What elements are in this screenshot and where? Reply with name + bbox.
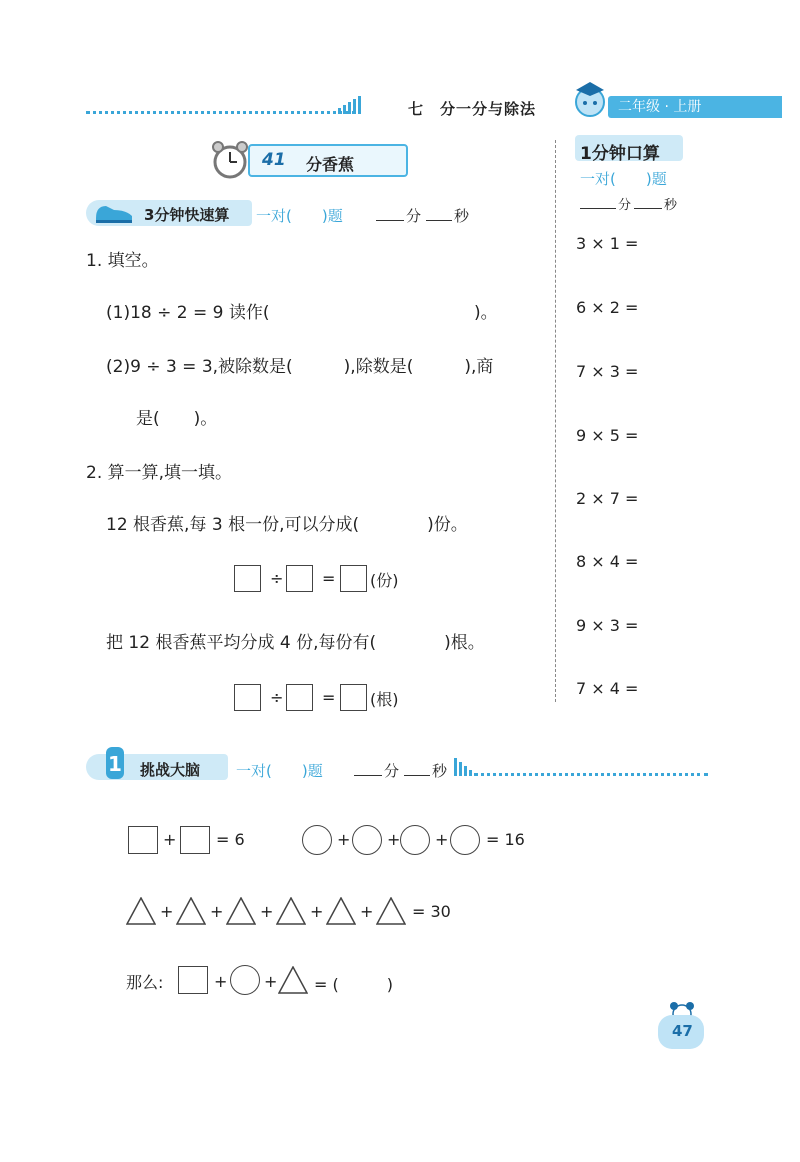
- oral-calc-label: 1分钟口算: [580, 144, 660, 164]
- triangle-shape: [278, 966, 308, 994]
- q2-answer-box[interactable]: [234, 565, 261, 592]
- column-divider: [555, 140, 556, 702]
- square-shape: [180, 826, 210, 854]
- oral-item: 8 × 4 =: [576, 552, 639, 571]
- quick-calc-score: 一对( )题: [256, 207, 343, 225]
- eq2-result: = 16: [486, 830, 525, 849]
- oral-item: 6 × 2 =: [576, 298, 639, 317]
- oral-item: 9 × 5 =: [576, 426, 639, 445]
- eq1-result: = 6: [216, 830, 245, 849]
- q2-answer-box[interactable]: [340, 565, 367, 592]
- number-one-icon: [100, 745, 130, 781]
- challenge-label: 挑战大脑: [140, 761, 201, 779]
- page-number: 47: [672, 1022, 693, 1040]
- q2-unit2: (根): [370, 690, 399, 709]
- challenge-sec-blank[interactable]: [404, 761, 430, 776]
- q1-part1: (1)18 ÷ 2 = 9 读作(: [106, 303, 270, 323]
- circle-shape: [230, 965, 260, 995]
- challenge-min-label: 分: [384, 762, 400, 780]
- quick-calc-sec-blank[interactable]: [426, 206, 452, 221]
- circle-shape: [450, 825, 480, 855]
- quick-calc-label: 3分钟快速算: [144, 206, 230, 224]
- q2-answer-box[interactable]: [286, 684, 313, 711]
- q2-eq-sign: =: [322, 688, 336, 707]
- boy-mascot-icon: [568, 78, 612, 122]
- q2-line1: 12 根香蕉,每 3 根一份,可以分成( )份。: [106, 515, 468, 535]
- triangle-shape: [226, 897, 256, 925]
- plus-sign: +: [214, 972, 228, 991]
- triangle-shape: [126, 897, 156, 925]
- header-dotted-rule: [86, 111, 356, 114]
- final-answer[interactable]: = ( ): [314, 975, 393, 994]
- q1-title: 1. 填空。: [86, 251, 159, 271]
- oral-item: 9 × 3 =: [576, 616, 639, 635]
- header-bars-icon: [338, 96, 364, 114]
- circle-shape: [352, 825, 382, 855]
- circle-shape: [302, 825, 332, 855]
- q2-title: 2. 算一算,填一填。: [86, 463, 233, 483]
- square-shape: [128, 826, 158, 854]
- triangle-shape: [176, 897, 206, 925]
- oral-calc-min-blank[interactable]: [580, 194, 616, 209]
- plus-sign: +: [163, 830, 177, 849]
- eq3-result: = 30: [412, 902, 451, 921]
- q1-part2b: 是( )。: [136, 409, 218, 429]
- q2-eq-sign: =: [322, 569, 336, 588]
- plus-sign: +: [360, 902, 374, 921]
- alarm-clock-icon: [208, 138, 252, 182]
- plus-sign: +: [264, 972, 278, 991]
- q2-div-sign: ÷: [270, 569, 284, 588]
- challenge-min-blank[interactable]: [354, 761, 382, 776]
- plus-sign: +: [260, 902, 274, 921]
- oral-item: 7 × 3 =: [576, 362, 639, 381]
- quick-calc-min-blank[interactable]: [376, 206, 404, 221]
- q2-line2: 把 12 根香蕉平均分成 4 份,每份有( )根。: [106, 633, 485, 653]
- plus-sign: +: [337, 830, 351, 849]
- triangle-shape: [326, 897, 356, 925]
- plus-sign: +: [160, 902, 174, 921]
- grade-badge: 二年级 · 上册: [608, 96, 782, 118]
- challenge-dotted-rule: [474, 773, 708, 776]
- final-prefix: 那么:: [126, 973, 164, 992]
- circle-shape: [400, 825, 430, 855]
- q1-part2: (2)9 ÷ 3 = 3,被除数是( ),除数是( ),商: [106, 357, 494, 377]
- oral-item: 2 × 7 =: [576, 489, 639, 508]
- plus-sign: +: [435, 830, 449, 849]
- lesson-title: 分香蕉: [306, 155, 355, 174]
- oral-calc-sec-blank[interactable]: [634, 194, 662, 209]
- triangle-shape: [276, 897, 306, 925]
- quick-calc-sec-label: 秒: [454, 207, 470, 225]
- chapter-title: 七 分一分与除法: [408, 100, 537, 118]
- triangle-shape: [376, 897, 406, 925]
- plus-sign: +: [387, 830, 401, 849]
- svg-text:1: 1: [108, 752, 122, 776]
- q2-div-sign: ÷: [270, 688, 284, 707]
- square-shape: [178, 966, 208, 994]
- oral-calc-min-label: 分: [618, 198, 632, 213]
- challenge-score: 一对( )题: [236, 762, 323, 780]
- plus-sign: +: [210, 902, 224, 921]
- q2-answer-box[interactable]: [234, 684, 261, 711]
- shoe-icon: [92, 196, 136, 226]
- q2-unit1: (份): [370, 571, 399, 590]
- oral-item: 7 × 4 =: [576, 679, 639, 698]
- q2-answer-box[interactable]: [340, 684, 367, 711]
- challenge-sec-label: 秒: [432, 762, 448, 780]
- oral-calc-score: 一对( )题: [580, 170, 667, 188]
- oral-calc-sec-label: 秒: [664, 198, 678, 213]
- oral-item: 3 × 1 =: [576, 234, 639, 253]
- q2-answer-box[interactable]: [286, 565, 313, 592]
- plus-sign: +: [310, 902, 324, 921]
- lesson-number: 41: [262, 150, 286, 170]
- quick-calc-min-label: 分: [406, 207, 422, 225]
- q1-part1-end: )。: [474, 303, 498, 323]
- challenge-bars-icon: [454, 758, 474, 776]
